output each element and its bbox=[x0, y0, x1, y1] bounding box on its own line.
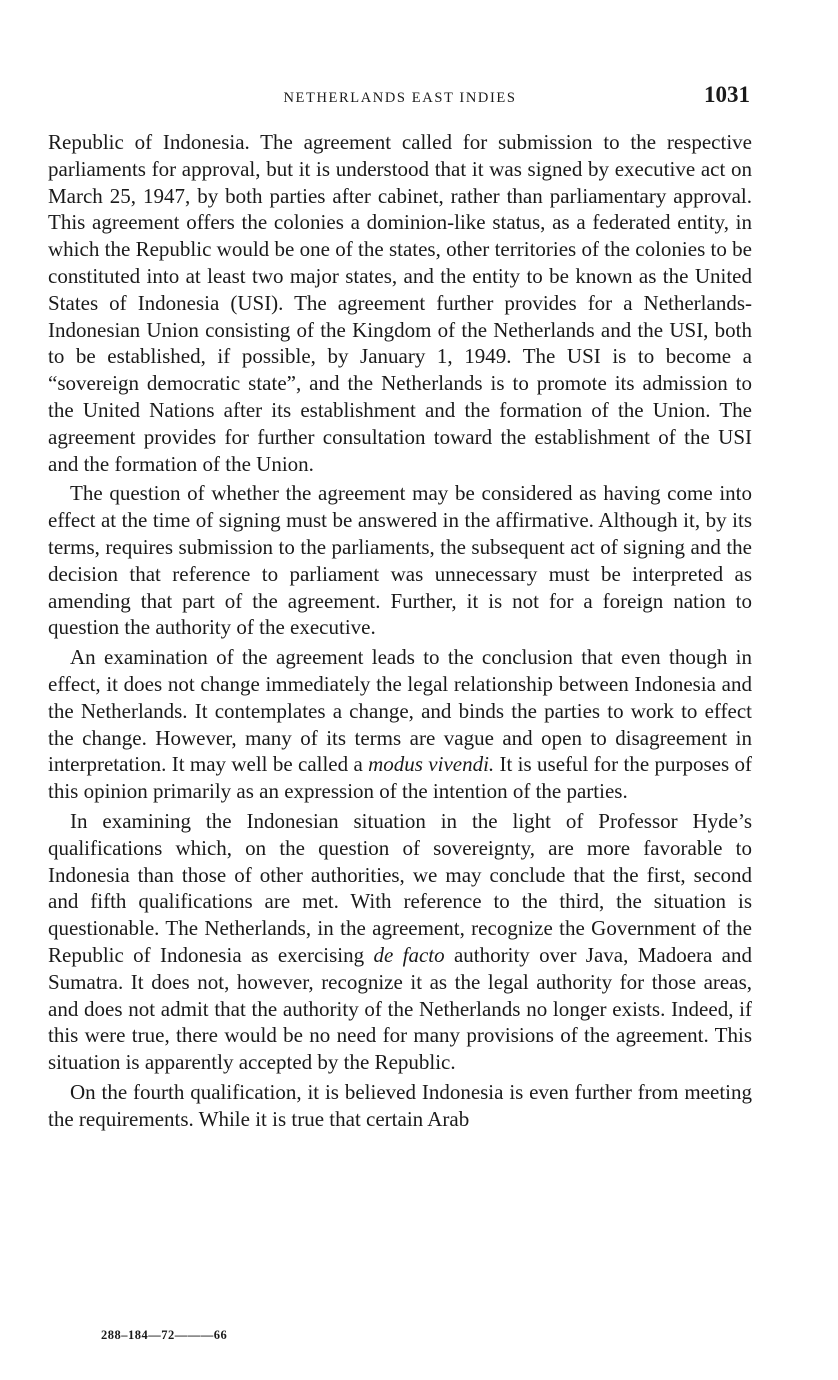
body-text bbox=[48, 129, 752, 1135]
paragraph-examination bbox=[48, 644, 752, 805]
paragraph-examination-text-1: An examination of the agreement leads to the conclusion that even though in effect, it does not change immediately the legal relationship between Indonesia and the Netherlands. It contemplates a change, and binds the parties to work to effect the change. However, many of its terms are vague and open to disagreement in interpretation. It may well be called a bbox=[48, 645, 752, 777]
paragraph-hyde-italic: de facto bbox=[373, 942, 445, 967]
paragraph-hyde-qualifications bbox=[48, 808, 752, 1076]
paragraph-hyde-text-2: authority over Java, Madoera and Sumatra. It does not, however, recognize it as the legal authority for those areas, and does not admit that the authority of the Netherlands no longer exists. Indeed, if this were true, there would be no need for many provisions of the agreement. This situation is apparently accepted by the Republic. bbox=[48, 942, 752, 1075]
paragraph-examination-text-2: It is useful for the purposes of this opinion primarily as an expression of the intention of the parties. bbox=[48, 752, 752, 804]
paragraph-fourth-qualification: On the fourth qualification, it is believed Indonesia is even further from meeting the requirements. While it is true that certain Arab bbox=[48, 1079, 752, 1131]
paragraph-continuation: Republic of Indonesia. The agreement called for submission to the respective parliaments for approval, but it is understood that it was signed by executive act on March 25, 1947, by both parties after cabinet, rather than parliamentary approval. This agreement offers the colonies a dominion-like status, as a federated entity, in which the Republic would be one of the states, other territories of the colonies to be constituted into at least two major states, and the entity to be known as the United States of Indonesia (USI). The agreement further provides for a Netherlands-Indonesian Union consisting of the Kingdom of the Netherlands and the USI, both to be established, if possible, by January 1, 1949. The USI is to become a “sovereign democratic state”, and the Netherlands is to promote its admission to the United Nations after its establishment and the formation of the Union. The agreement provides for further consultation toward the establishment of the USI and the formation of the Union. bbox=[48, 130, 752, 476]
page-number: 1031 bbox=[704, 82, 750, 107]
paragraph-hyde-text-1: In examining the Indonesian situation in the light of Professor Hyde’s qualifications which, on the question of sovereignty, are more favorable to Indonesia than those of other authorities, we may conclude that the first, second and fifth qualifications are met. With reference to the third, the situation is questionable. The Netherlands, in the agreement, recognize the Government of the Republic of Indonesia as exercising bbox=[48, 808, 752, 967]
print-code: 288–184—72———66 bbox=[101, 1328, 228, 1342]
paragraph-examination-italic: modus vivendi. bbox=[368, 752, 495, 777]
paragraph-effect-of-agreement: The question of whether the agreement may be considered as having come into effect at the time of signing must be answered in the affirmative. Although it, by its terms, requires submission to the parliaments, the subsequent act of signing and the decision that reference to parliament was unnecessary must be interpreted as amending that part of the agreement. Further, it is not for a foreign nation to question the authority of the executive. bbox=[48, 481, 752, 640]
running-title: NETHERLANDS EAST INDIES bbox=[283, 90, 517, 106]
running-head bbox=[48, 82, 752, 118]
